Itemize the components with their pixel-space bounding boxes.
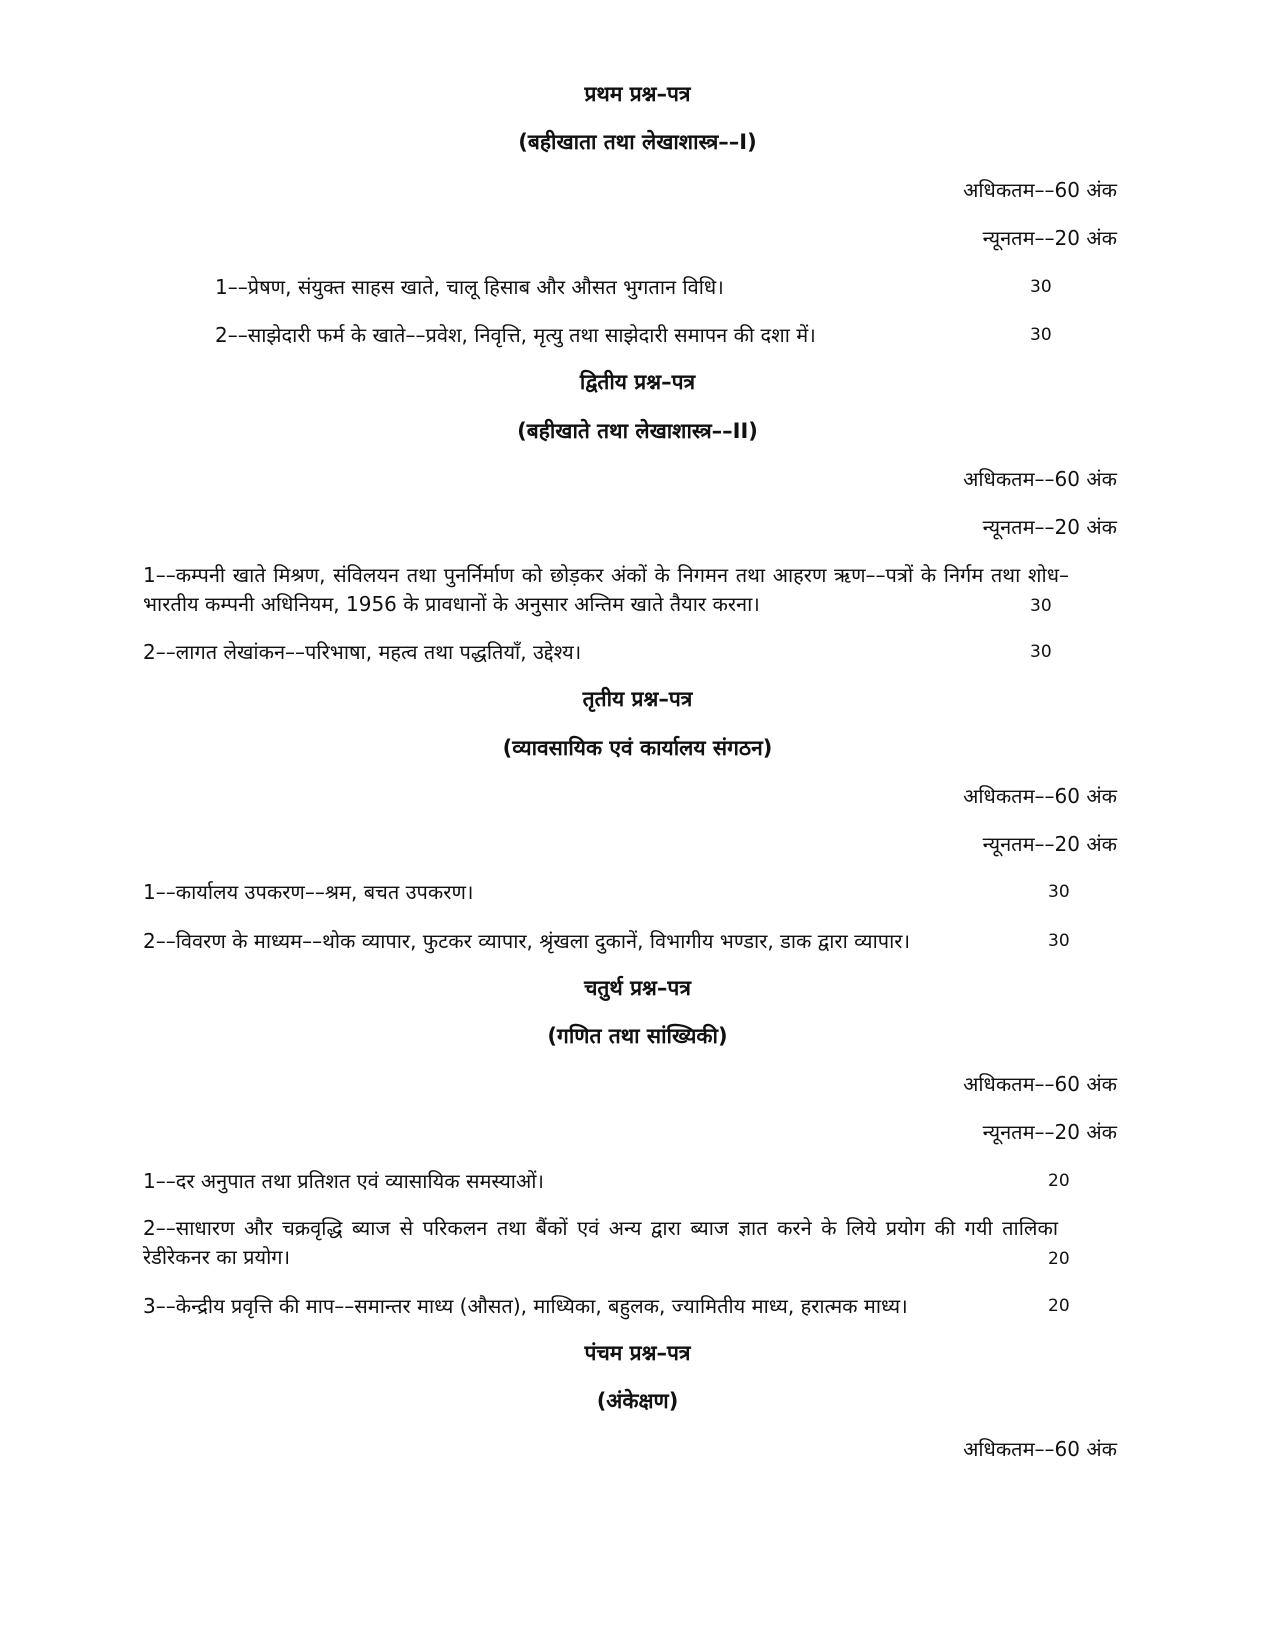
item-marks: 20 [1048,1296,1070,1316]
paper-5-title: पंचम प्रश्न–पत्र [584,1341,691,1365]
paper-2-subtitle: (बहीखाते तथा लेखाशास्त्र––II) [517,419,758,443]
paper-4-title: चतुर्थ प्रश्न–पत्र [584,976,691,1000]
paper-2-title: द्वितीय प्रश्न–पत्र [579,370,696,394]
item-text: 2––साधारण और चक्रवृद्धि ब्याज से परिकलन तथा बैंकों एवं अन्य द्वारा ब्याज ज्ञात करने के लिये प्रयोग की गयी तालिका रेडीरेकनर का प्रयोग। [143,1216,1058,1269]
paper-1-max-marks: अधिकतम––60 अंक [963,178,1117,202]
paper-1-title: प्रथम प्रश्न–पत्र [584,82,691,106]
item-marks: 30 [1048,931,1070,951]
paper-5-subtitle: (अंकेक्षण) [596,1389,679,1413]
item-text: 2––लागत लेखांकन––परिभाषा, महत्व तथा पद्धतियाँ, उद्देश्य। [143,640,582,664]
item-marks: 20 [1048,1171,1070,1191]
item-text: 1––प्रेषण, संयुक्त साहस खाते, चालू हिसाब और औसत भुगतान विधि। [215,275,724,299]
paper-1-min-marks: न्यूनतम––20 अंक [982,226,1117,250]
item-text: 1––कम्पनी खाते मिश्रण, संविलयन तथा पुनर्निर्माण को छोड़कर अंकों के निगमन तथा आहरण ऋण––पत्रों के निर्गम तथा शोध–भारतीय कम्पनी अधिनियम, 1956 के प्रावधानों के अनुसार अन्तिम खाते तैयार करना। [143,563,1069,616]
paper-2-max-marks: अधिकतम––60 अंक [963,467,1117,491]
paper-4-subtitle: (गणित तथा सांख्यिकी) [547,1024,728,1048]
item-text: 2––विवरण के माध्यम––थोक व्यापार, फुटकर व्यापार, श्रृंखला दुकानें, विभागीय भण्डार, डाक द्वारा व्यापार। [143,929,911,953]
item-marks: 30 [1030,325,1052,345]
paper-2-min-marks: न्यूनतम––20 अंक [982,515,1117,539]
paper-3-title: तृतीय प्रश्न–पत्र [582,687,693,711]
item-marks: 30 [1030,596,1052,616]
paper-3-max-marks: अधिकतम––60 अंक [963,784,1117,808]
paper-4-min-marks: न्यूनतम––20 अंक [982,1120,1117,1144]
item-text: 1––दर अनुपात तथा प्रतिशत एवं व्यासायिक समस्याओं। [143,1169,545,1193]
item-marks: 30 [1030,277,1052,297]
item-marks: 20 [1048,1249,1070,1269]
paper-3-min-marks: न्यूनतम––20 अंक [982,832,1117,856]
paper-3-subtitle: (व्यावसायिक एवं कार्यालय संगठन) [502,736,773,760]
paper-1-subtitle: (बहीखाता तथा लेखाशास्त्र––I) [518,130,757,154]
paper-5-max-marks: अधिकतम––60 अंक [963,1437,1117,1461]
paper-4-max-marks: अधिकतम––60 अंक [963,1072,1117,1096]
item-marks: 30 [1030,642,1052,662]
item-marks: 30 [1048,882,1070,902]
item-text: 2––साझेदारी फर्म के खाते––प्रवेश, निवृत्ति, मृत्यु तथा साझेदारी समापन की दशा में। [215,323,816,347]
item-text: 3––केन्द्रीय प्रवृत्ति की माप––समान्तर माध्य (औसत), माध्यिका, बहुलक, ज्यामितीय माध्य, हरात्मक माध्य। [143,1294,908,1318]
item-text: 1––कार्यालय उपकरण––श्रम, बचत उपकरण। [143,880,474,904]
